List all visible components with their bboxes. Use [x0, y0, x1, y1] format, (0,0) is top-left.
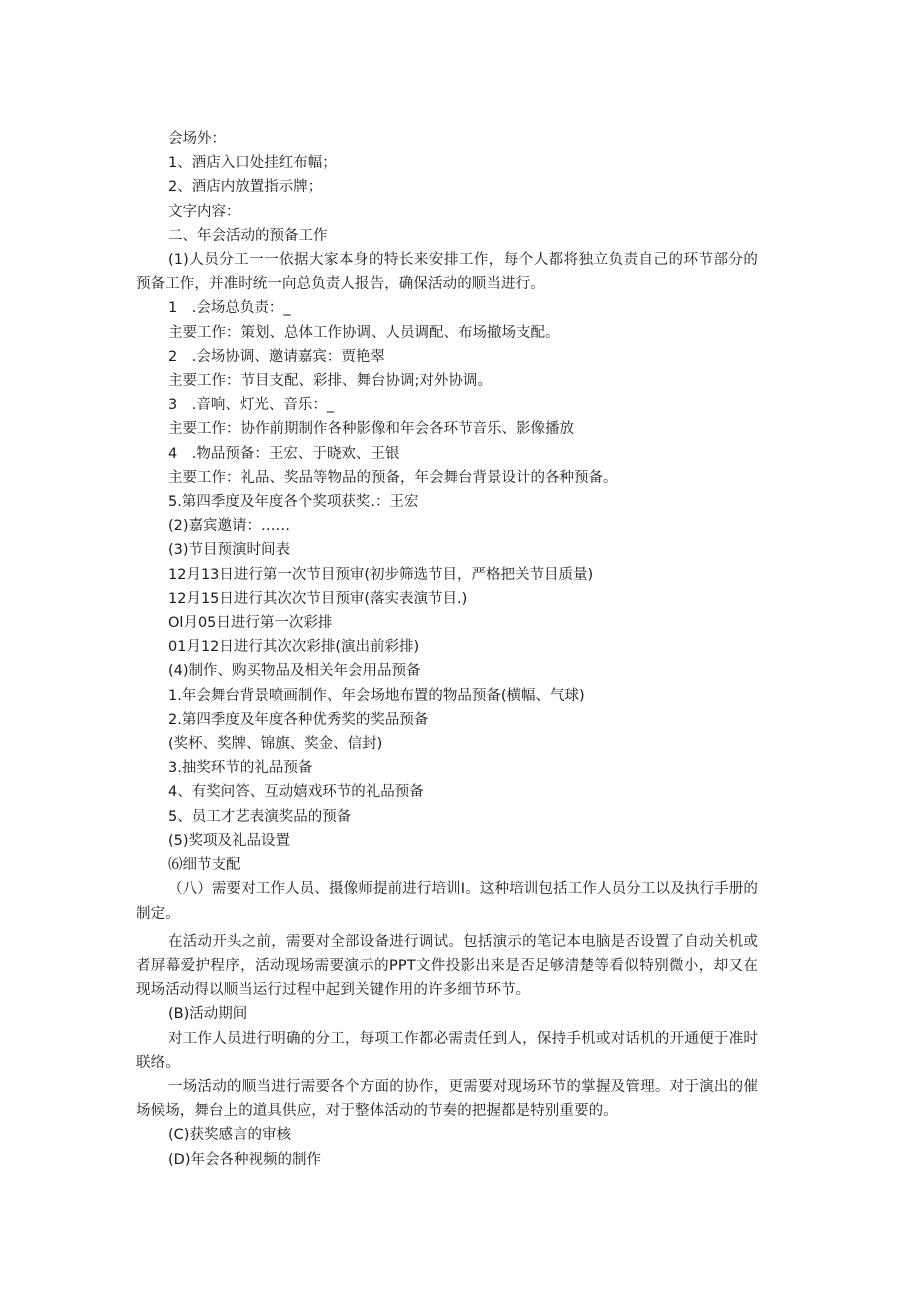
text-line: 2 .会场协调、邀请嘉宾：贾艳翠: [168, 348, 385, 365]
paragraph: (1)人员分工一一依据大家本身的特长来安排工作，每个人都将独立负责自己的环节部分的预备工作，并准时统一向总负责人报告，确保活动的顺当进行。: [136, 252, 758, 293]
paragraph: 对工作人员进行明确的分工，每项工作都必需责任到人，保持手机或对话机的开通便于准时联络。: [136, 1030, 758, 1071]
text-line: (D)年会各种视频的制作: [168, 1151, 321, 1168]
text-line: (5)奖项及礼品设置: [168, 832, 291, 849]
text-line: ⑹细节支配: [168, 857, 241, 874]
text-line: 主要工作：协作前期制作各种影像和年会各环节音乐、影像播放: [168, 421, 574, 438]
text-line: 12月13日进行第一次节目预审(初步筛选节目，严格把关节目质量): [168, 566, 594, 583]
section-heading: 二、年会活动的预备工作: [168, 227, 328, 244]
text-line: 2、酒店内放置指示牌；: [168, 179, 323, 196]
text-line: 主要工作：礼品、奖品等物品的预备，年会舞台背景设计的各种预备。: [168, 469, 618, 486]
text-line: 5、员工才艺表演奖品的预备: [168, 808, 352, 825]
text-line: 01月12日进行其次次彩排(演出前彩排): [168, 639, 420, 656]
text-line: 1、酒店入口处挂红布幅；: [168, 155, 337, 172]
text-line: 5.第四季度及年度各个奖项获奖.：王宏: [168, 494, 419, 511]
document-body: [0, 127, 920, 1172]
text-line: (3)节目预演时间表: [168, 542, 291, 559]
paragraph: 在活动开头之前，需要对全部设备进行调试。包括演示的笔记本电脑是否设置了自动关机或者屏幕爱护程序，活动现场需要演示的PPT文件投影出来是否足够清楚等看似特别微小，却又在现场活动得以顺当运行过程中起到关键作用的许多细节环节。: [136, 933, 758, 999]
paragraph: （八）需要对工作人员、摄像师提前进行培训I。这种培训包括工作人员分工以及执行手册的制定。: [136, 881, 758, 922]
text-line: 3.抽奖环节的礼品预备: [168, 760, 313, 777]
text-line: 3 .音响、灯光、音乐：_: [168, 397, 335, 414]
text-line: 主要工作：策划、总体工作协调、人员调配、布场撤场支配。: [168, 324, 560, 341]
text-line: 1 .会场总负责：_: [168, 300, 291, 317]
text-line: 4 .物品预备：王宏、于晓欢、王银: [168, 445, 400, 462]
text-line: 文字内容：: [168, 203, 241, 220]
text-line: 1.年会舞台背景喷画制作、年会场地布置的物品预备(横幅、气球): [168, 687, 585, 704]
text-line: (B)活动期间: [168, 1006, 248, 1023]
text-line: 2.第四季度及年度各种优秀奖的奖品预备: [168, 711, 429, 728]
text-line: 4、有奖问答、互动嬉戏环节的礼品预备: [168, 784, 424, 801]
text-line: 主要工作：节目支配、彩排、舞台协调;对外协调。: [168, 373, 492, 390]
text-line: (C)获奖感言的审核: [168, 1127, 291, 1144]
text-line: (4)制作、购买物品及相关年会用品预备: [168, 663, 421, 680]
text-line: Ol月05日进行第一次彩排: [168, 615, 333, 632]
text-line: (奖杯、奖牌、锦旗、奖金、信封): [168, 736, 383, 753]
text-line: (2)嘉宾邀请：……: [168, 518, 291, 535]
paragraph: 一场活动的顺当进行需要各个方面的协作，更需要对现场环节的掌握及管理。对于演出的催场候场，舞台上的道具供应，对于整体活动的节奏的把握都是特别重要的。: [136, 1078, 758, 1120]
text-line: 12月15日进行其次次节目预审(落实表演节目.): [168, 590, 468, 607]
text-line: 会场外：: [168, 131, 226, 147]
